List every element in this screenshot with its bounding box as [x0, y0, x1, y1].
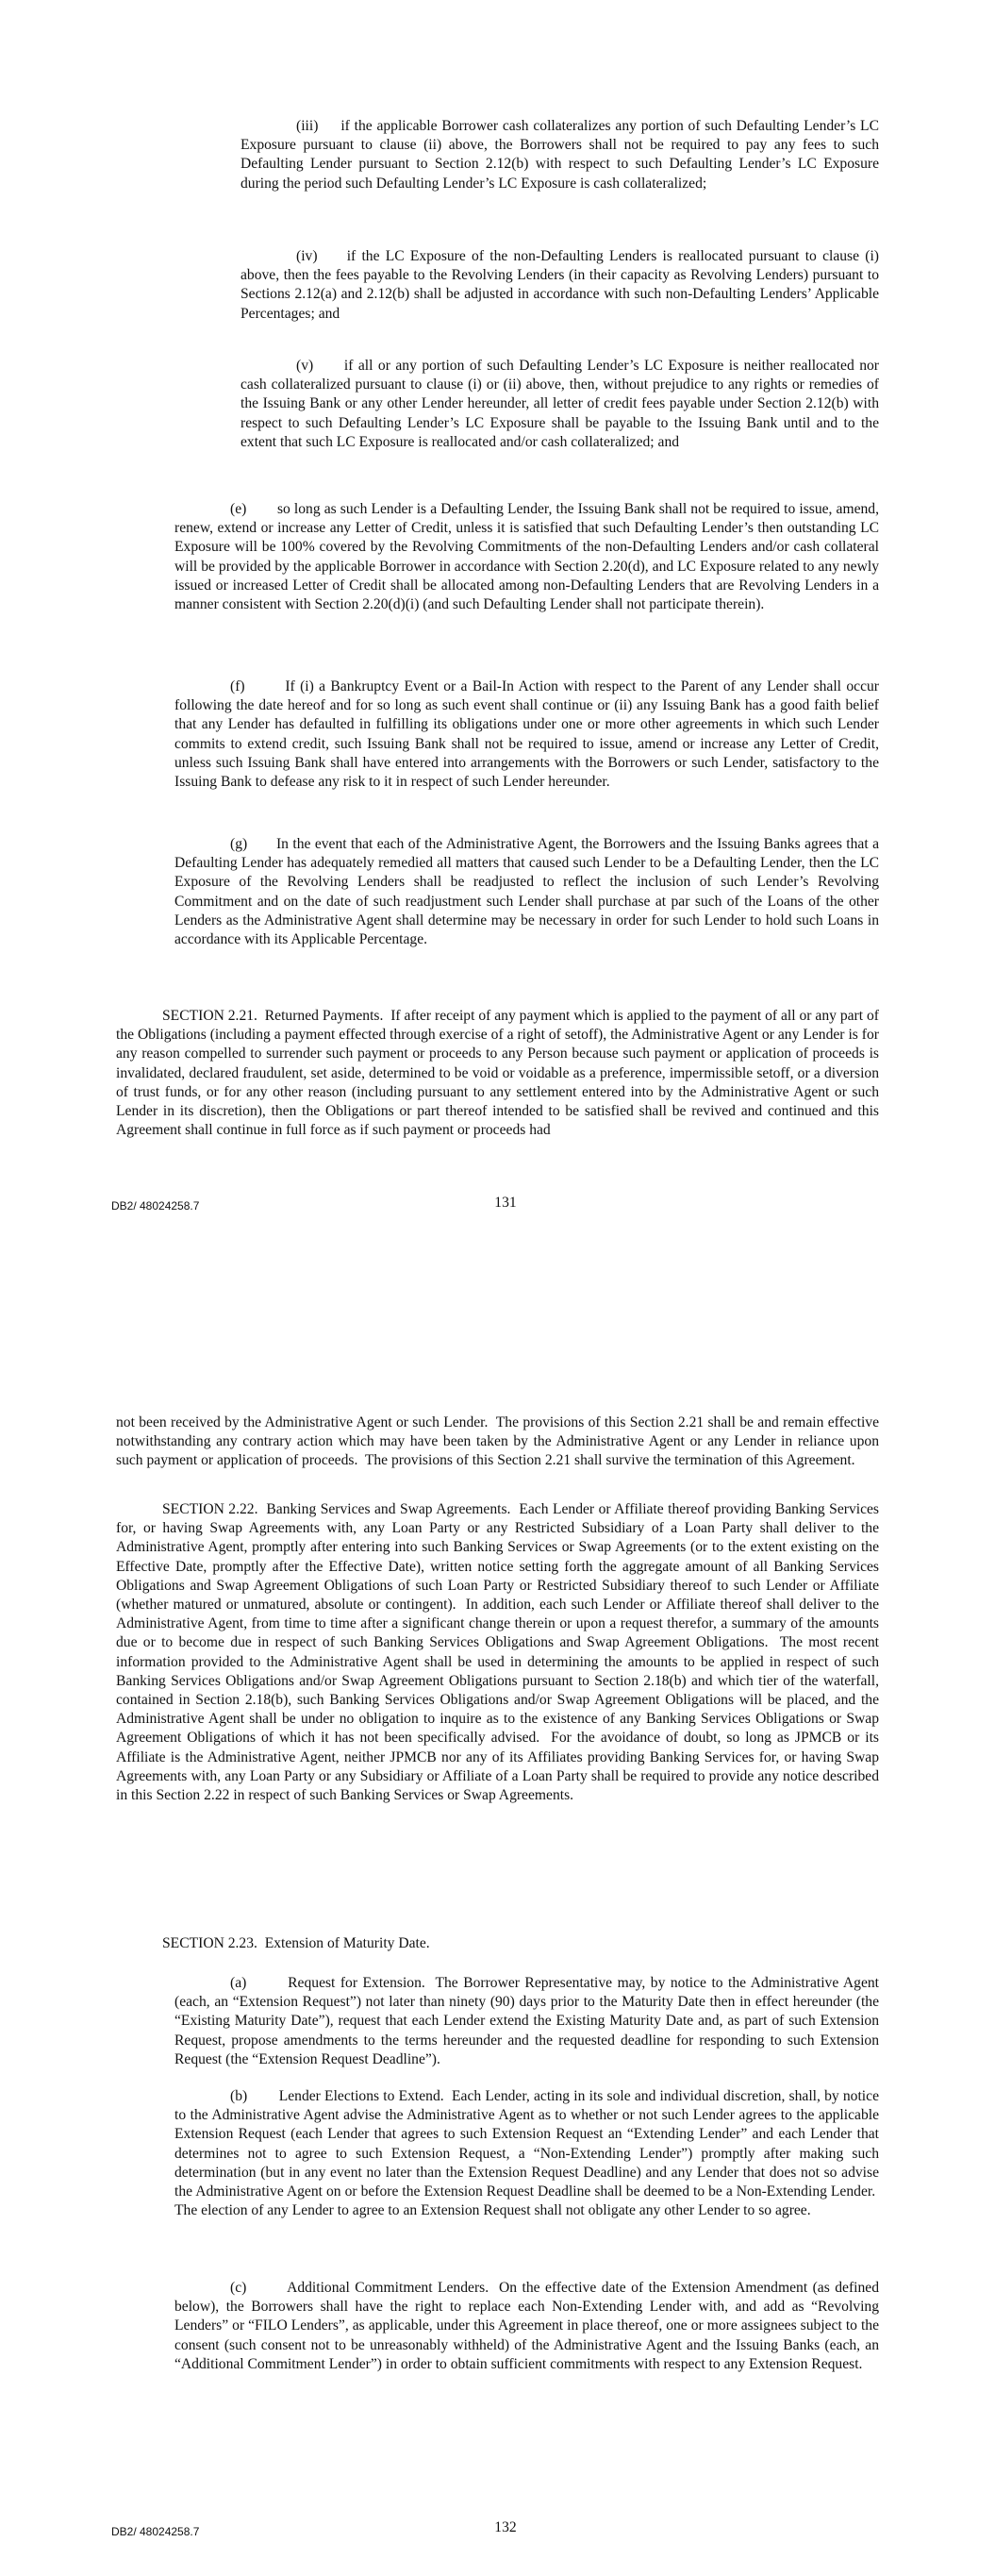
page-gap	[0, 1264, 995, 1349]
clause-g: (g) In the event that each of the Administrative Agent, the Borrowers and the Issuing Banks agrees that a Defaulting Lender has adequately remedied all matters that caused such Lender to be a Defaulting Lender, then the LC Exposure of the Revolving Lenders shall be readjusted to reflect the inclusion of such Lender’s Revolving Commitment and on the date of such readjustment such Lender shall purchase at par such of the Loans of the other Lenders as the Administrative Agent shall determine may be necessary in order for such Lender to hold such Loans in accordance with its Applicable Percentage.	[174, 836, 879, 948]
section-2-21: SECTION 2.21. Returned Payments. If after receipt of any payment which is applied to the payment of all or any part of the Obligations (including a payment effected through exercise of a right of setoff), the Administrative Agent or any Lender is for any reason compelled to surrender such payment or proceeds to any Person because such payment or application of proceeds is invalidated, declared fraudulent, set aside, determined to be void or voidable as a preference, impermissible setoff, or a diversion of trust funds, or for any other reason (including pursuant to any settlement entered into by the Administrative Agent or such Lender in its discretion), then the Obligations or part thereof intended to be satisfied shall be revived and continued and this Agreement shall continue in full force as if such payment or proceeds had	[116, 1008, 879, 1139]
clause-v: (v) if all or any portion of such Defaulting Lender’s LC Exposure is neither reallocated nor cash collateralized pursuant to clause (i) or (ii) above, then, without prejudice to any rights or remedies of the Issuing Bank or any other Lender hereunder, all letter of credit fees payable under Section 2.12(b) with respect to such Defaulting Lender’s LC Exposure shall be payable to the Issuing Bank until and to the extent that such LC Exposure is reallocated and/or cash collateralized; and	[240, 358, 879, 450]
document-page-131	[0, 0, 995, 1264]
section-2-22: SECTION 2.22. Banking Services and Swap Agreements. Each Lender or Affiliate thereof providing Banking Services for, or having Swap Agreements with, any Loan Party or any Restricted Subsidiary of a Loan Party shall deliver to the Administrative Agent, promptly after entering into such Banking Services or Swap Agreements (or to the extent existing on the Effective Date, promptly after the Effective Date), written notice setting forth the aggregate amount of all Banking Services Obligations and Swap Agreement Obligations of such Loan Party or Restricted Subsidiary thereof to such Lender or Affiliate (whether matured or unmatured, absolute or contingent). In addition, each such Lender or Affiliate thereof shall deliver to the Administrative Agent, from time to time after a significant change therein or upon a request therefor, a summary of the amounts due or to become due in respect of such Banking Services Obligations and Swap Agreement Obligations. The most recent information provided to the Administrative Agent shall be used in determining the amounts to be applied in respect of such Banking Services Obligations and/or Swap Agreement Obligations pursuant to Section 2.18(b) and which tier of the waterfall, contained in Section 2.18(b), such Banking Services Obligations and/or Swap Agreement Obligations will be placed, and the Administrative Agent shall be under no obligation to inquire as to the existence of any Banking Services Obligations or Swap Agreement Obligations of which it has not been specifically advised. For the avoidance of doubt, so long as JPMCB or its Affiliate is the Administrative Agent, neither JPMCB nor any of its Affiliates providing Banking Services for, or having Swap Agreements with, any Loan Party or any Subsidiary or Affiliate of a Loan Party shall be required to provide any notice described in this Section 2.22 in respect of such Banking Services or Swap Agreements.	[116, 1501, 879, 1804]
clause-c: (c) Additional Commitment Lenders. On the effective date of the Extension Amendment (as defined below), the Borrowers shall have the right to replace each Non-Extending Lender with, and add as “Revolving Lenders” or “FILO Lenders”, as applicable, under this Agreement in place thereof, one or more assignees subject to the consent (such consent not to be unreasonably withheld) of the Administrative Agent and the Issuing Banks (each, an “Additional Commitment Lender”) in order to obtain sufficient commitments with respect to any Extension Request.	[174, 2280, 879, 2372]
clause-e: (e) so long as such Lender is a Defaulting Lender, the Issuing Bank shall not be required to issue, amend, renew, extend or increase any Letter of Credit, unless it is satisfied that such Defaulting Lender’s then outstanding LC Exposure will be 100% covered by the Revolving Commitments of the non-Defaulting Lenders and/or cash collateral will be provided by the applicable Borrower in accordance with Section 2.20(d), and LC Exposure related to any newly issued or increased Letter of Credit shall be allocated among non-Defaulting Lenders that are Revolving Lenders in a manner consistent with Section 2.20(d)(i) (and such Defaulting Lender shall not participate therein).	[174, 501, 879, 613]
section-2-23-heading: SECTION 2.23. Extension of Maturity Date.	[162, 1935, 430, 1951]
clause-iii: (iii) if the applicable Borrower cash collateralizes any portion of such Defaulting Lender’s LC Exposure pursuant to clause (ii) above, the Borrowers shall not be required to pay any fees to such Defaulting Lender pursuant to Section 2.12(b) with respect to such Defaulting Lender’s LC Exposure during the period such Defaulting Lender’s LC Exposure is cash collateralized;	[240, 118, 879, 192]
page-number: 132	[494, 2519, 517, 2535]
clause-b: (b) Lender Elections to Extend. Each Lender, acting in its sole and individual discretion, shall, by notice to the Administrative Agent advise the Administrative Agent as to whether or not such Lender agrees to the applicable Extension Request (each Lender that agrees to such Extension Request an “Extending Lender” and each Lender that determines not to agree to such Extension Request, a “Non-Extending Lender”) promptly after making such determination (but in any event no later than the Extension Request Deadline) and any Lender that does not so advise the Administrative Agent on or before the Extension Request Deadline shall be deemed to be a Non-Extending Lender. The election of any Lender to agree to an Extension Request shall not obligate any other Lender to so agree.	[174, 2088, 879, 2219]
document-id: DB2/ 48024258.7	[111, 2525, 200, 2538]
document-page-132	[0, 1349, 995, 2576]
section-2-21-continued: not been received by the Administrative Agent or such Lender. The provisions of this Section 2.21 shall be and remain effective notwithstanding any contrary action which may have been taken by the Administrative Agent or any Lender in reliance upon such payment or application of proceeds. The provisions of this Section 2.21 shall survive the termination of this Agreement.	[116, 1414, 879, 1469]
clause-f: (f) If (i) a Bankruptcy Event or a Bail-In Action with respect to the Parent of any Lender shall occur following the date hereof and for so long as such event shall continue or (ii) any Issuing Bank has a good faith belief that any Lender has defaulted in fulfilling its obligations under one or more other agreements in which such Lender commits to extend credit, such Issuing Bank shall not be required to issue, amend or increase any Letter of Credit, unless such Issuing Bank shall have entered into arrangements with the Borrowers or such Lender, satisfactory to the Issuing Bank to defease any risk to it in respect of such Lender hereunder.	[174, 678, 879, 791]
clause-iv: (iv) if the LC Exposure of the non-Defaulting Lenders is reallocated pursuant to clause (i) above, then the fees payable to the Revolving Lenders (in their capacity as Revolving Lenders) pursuant to Sections 2.12(a) and 2.12(b) shall be adjusted in accordance with such non-Defaulting Lenders’ Applicable Percentages; and	[240, 248, 879, 322]
page-number: 131	[494, 1195, 517, 1211]
clause-a: (a) Request for Extension. The Borrower Representative may, by notice to the Administrative Agent (each, an “Extension Request”) not later than ninety (90) days prior to the Maturity Date then in effect hereunder (the “Existing Maturity Date”), request that each Lender extend the Existing Maturity Date and, as part of such Extension Request, propose amendments to the terms hereunder and the requested deadline for responding to such Extension Request (the “Extension Request Deadline”).	[174, 1975, 879, 2067]
document-id: DB2/ 48024258.7	[111, 1199, 200, 1213]
